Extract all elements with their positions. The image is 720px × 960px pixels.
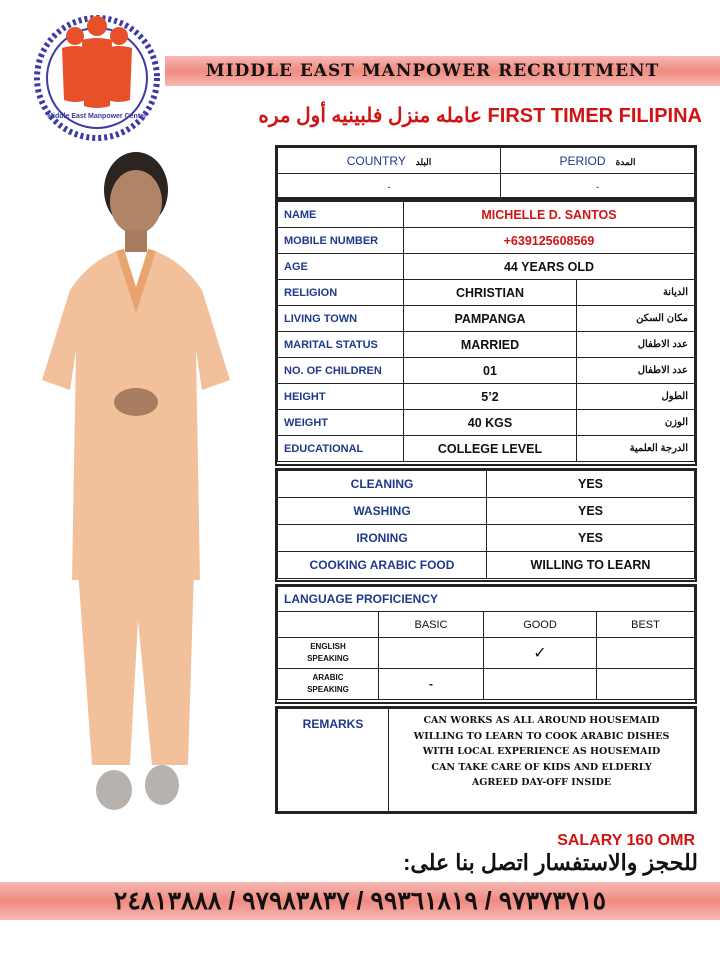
country-label-ar: البلد xyxy=(415,156,432,167)
town-value: PAMPANGA xyxy=(404,306,577,332)
profile-label: NAME xyxy=(278,202,404,228)
arabic-good xyxy=(484,669,597,700)
english-best xyxy=(597,638,695,669)
language-row-label xyxy=(278,669,379,700)
skills-box xyxy=(275,468,697,582)
skill-row xyxy=(278,498,695,525)
remark-line: AGREED DAY-OFF INSIDE xyxy=(471,777,612,788)
remarks-box xyxy=(275,706,697,814)
language-row-arabic xyxy=(278,669,695,700)
marital-value: MARRIED xyxy=(404,332,577,358)
name-value: MICHELLE D. SANTOS xyxy=(404,202,695,228)
language-row-english xyxy=(278,638,695,669)
country-value: - xyxy=(278,174,501,200)
skill-label: IRONING xyxy=(278,525,487,552)
profile-label: AGE xyxy=(278,254,404,280)
language-col-basic: BASIC xyxy=(379,612,484,638)
logo-text: Middle East Manpower Center xyxy=(47,113,147,120)
profile-label: MARITAL STATUS xyxy=(278,332,404,358)
profile-row-town xyxy=(278,306,695,332)
profile-row-name xyxy=(278,202,695,228)
remarks-text xyxy=(389,709,695,812)
skills-table xyxy=(277,470,695,579)
language-col-good: GOOD xyxy=(484,612,597,638)
salary: SALARY 160 OMR xyxy=(557,832,695,849)
contact-heading-ar: للحجز والاستفسار اتصل بنا على: xyxy=(403,850,698,875)
language-box xyxy=(275,584,697,704)
town-label-ar: مكان السكن xyxy=(577,306,695,332)
marital-label-ar: عدد الاطفال xyxy=(577,332,695,358)
height-label-ar: الطول xyxy=(577,384,695,410)
height-value: 5’2 xyxy=(404,384,577,410)
remarks-label: REMARKS xyxy=(278,709,389,812)
profile-label: RELIGION xyxy=(278,280,404,306)
period-label: PERIOD xyxy=(559,153,606,168)
profile-row-religion xyxy=(278,280,695,306)
language-col-best: BEST xyxy=(597,612,695,638)
profile-label: WEIGHT xyxy=(278,410,404,436)
children-label-ar: عدد الاطفال xyxy=(577,358,695,384)
country-period-table xyxy=(277,147,695,200)
profile-row-height xyxy=(278,384,695,410)
education-label-ar: الدرجة العلمية xyxy=(577,436,695,462)
mobile-value: +639125608569 xyxy=(404,228,695,254)
language-table xyxy=(277,586,695,700)
remarks-table xyxy=(277,708,695,812)
language-title: LANGUAGE PROFICIENCY xyxy=(278,587,695,612)
arabic-label: ARABIC xyxy=(312,673,344,682)
agency-title: MIDDLE EAST MANPOWER RECRUITMENT xyxy=(205,61,660,81)
profile-row-weight xyxy=(278,410,695,436)
profile-label: EDUCATIONAL xyxy=(278,436,404,462)
age-value: 44 YEARS OLD xyxy=(404,254,695,280)
remark-line: CAN TAKE CARE OF KIDS AND ELDERLY xyxy=(431,761,652,773)
remark-line: CAN WORKS AS ALL AROUND HOUSEMAID xyxy=(423,715,660,726)
skill-row xyxy=(278,525,695,552)
weight-label-ar: الوزن xyxy=(577,410,695,436)
subtitle: عامله منزل فلبينيه أول مره FIRST TIMER FILIPINA xyxy=(258,105,702,127)
profile-label: NO. OF CHILDREN xyxy=(278,358,404,384)
skill-row xyxy=(278,471,695,498)
language-row-label xyxy=(278,638,379,669)
agency-logo xyxy=(30,8,164,142)
profile-row-marital xyxy=(278,332,695,358)
speaking-label: SPEAKING xyxy=(307,685,349,694)
profile-label: LIVING TOWN xyxy=(278,306,404,332)
profile-table xyxy=(277,201,695,462)
profile-row-age xyxy=(278,254,695,280)
skill-value: WILLING TO LEARN xyxy=(487,552,695,579)
skill-label: CLEANING xyxy=(278,471,487,498)
english-good-check: ✓ xyxy=(484,638,597,669)
language-corner-cell xyxy=(278,612,379,638)
profile-label: HEIGHT xyxy=(278,384,404,410)
profile-row-education xyxy=(278,436,695,462)
weight-value: 40 KGS xyxy=(404,410,577,436)
profile-label: MOBILE NUMBER xyxy=(278,228,404,254)
skill-row xyxy=(278,552,695,579)
country-header xyxy=(278,148,501,174)
period-value: - xyxy=(501,174,695,200)
speaking-label: SPEAKING xyxy=(307,654,349,663)
skill-value: YES xyxy=(487,471,695,498)
arabic-basic: - xyxy=(379,669,484,700)
religion-value: CHRISTIAN xyxy=(404,280,577,306)
skill-label: COOKING ARABIC FOOD xyxy=(278,552,487,579)
religion-label-ar: الديانة xyxy=(577,280,695,306)
candidate-photo xyxy=(30,150,240,830)
country-period-box xyxy=(275,145,697,199)
profile-box xyxy=(275,199,697,466)
remark-line: WILLING TO LEARN TO COOK ARABIC DISHES xyxy=(413,730,670,742)
children-value: 01 xyxy=(404,358,577,384)
profile-row-mobile xyxy=(278,228,695,254)
english-label: ENGLISH xyxy=(310,642,346,651)
phone-numbers: ٩٧٣٧٣٧١٥ / ٩٩٣٦١٨١٩ / ٩٧٩٨٣٨٣٧ / ٢٤٨١٣٨٨٨ xyxy=(113,887,607,915)
period-header xyxy=(501,148,695,174)
education-value: COLLEGE LEVEL xyxy=(404,436,577,462)
skill-label: WASHING xyxy=(278,498,487,525)
english-basic xyxy=(379,638,484,669)
country-label: COUNTRY xyxy=(346,153,406,168)
profile-row-children xyxy=(278,358,695,384)
arabic-best xyxy=(597,669,695,700)
remark-line: WITH LOCAL EXPERIENCE AS HOUSEMAID xyxy=(422,746,661,757)
period-label-ar: المدة xyxy=(615,156,636,167)
skill-value: YES xyxy=(487,498,695,525)
skill-value: YES xyxy=(487,525,695,552)
